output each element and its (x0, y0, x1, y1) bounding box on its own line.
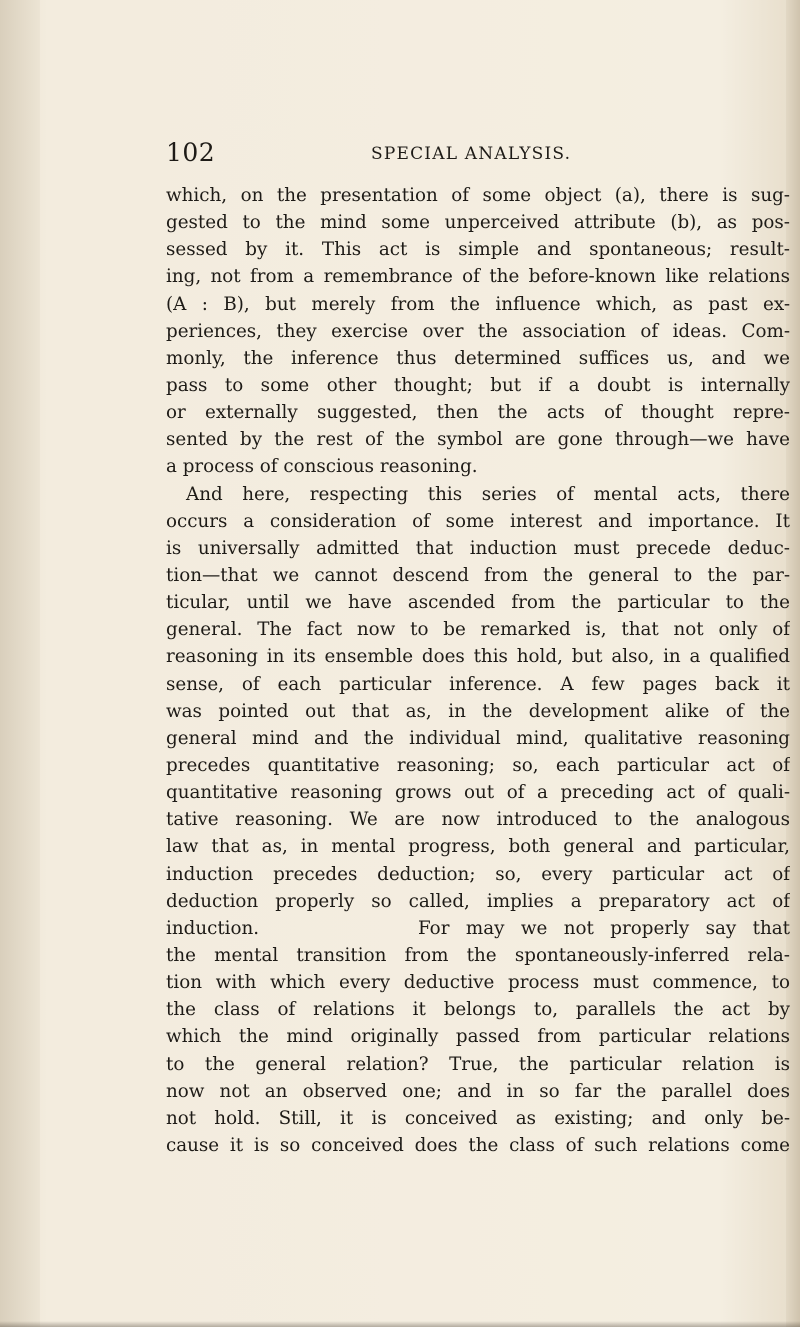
text-line: tative reasoning. We are now introduced to the analogous (166, 809, 790, 831)
text-line-start: induction. (166, 917, 260, 939)
text-line: tion—that we cannot descend from the general to the par- (166, 564, 790, 586)
text-line: law that as, in mental progress, both general and particular, (166, 836, 790, 858)
text-line: a process of conscious reasoning. (166, 456, 478, 478)
text-line: precedes quantitative reasoning; so, each particular act of (166, 754, 790, 776)
text-line: occurs a consideration of some interest and importance. It (166, 510, 790, 532)
text-line: now not an observed one; and in so far the parallel does (166, 1080, 790, 1102)
text-line: sessed by it. This act is simple and spontaneous; result- (166, 239, 790, 261)
text-line: the mental transition from the spontaneously-inferred rela- (166, 944, 790, 966)
text-line: And here, respecting this series of mental acts, there (186, 483, 790, 505)
text-line: is universally admitted that induction must precede deduc- (166, 537, 790, 559)
page-number: 102 (166, 138, 216, 167)
page-header (166, 138, 726, 168)
text-line-split (166, 915, 790, 942)
text-line: sense, of each particular inference. A few pages back it (166, 673, 790, 695)
text-line: reasoning in its ensemble does this hold, but also, in a qualified (166, 646, 790, 668)
text-line: gested to the mind some unperceived attribute (b), as pos- (166, 212, 790, 234)
running-head: SPECIAL ANALYSIS. (371, 144, 572, 164)
text-line: periences, they exercise over the association of ideas. Com- (166, 320, 790, 342)
text-line: quantitative reasoning grows out of a preceding act of quali- (166, 782, 790, 804)
text-line: ticular, until we have ascended from the particular to the (166, 592, 790, 614)
text-line-end: For may we not properly say that (418, 917, 790, 939)
text-line: was pointed out that as, in the development alike of the (166, 700, 790, 722)
text-line: tion with which every deductive process must commence, to (166, 972, 790, 994)
text-line: the class of relations it belongs to, parallels the act by (166, 999, 790, 1021)
page-bottom-edge (0, 1321, 800, 1327)
body-text (166, 182, 790, 1159)
text-line: pass to some other thought; but if a doubt is internally (166, 374, 790, 396)
text-line: cause it is so conceived does the class of such relations come (166, 1134, 790, 1156)
text-line: monly, the inference thus determined suffices us, and we (166, 347, 790, 369)
text-line: not hold. Still, it is conceived as existing; and only be- (166, 1107, 790, 1129)
text-line: sented by the rest of the symbol are gone through—we have (166, 429, 790, 451)
text-line: induction precedes deduction; so, every particular act of (166, 863, 790, 885)
text-line: general. The fact now to be remarked is, that not only of (166, 619, 790, 641)
text-line: or externally suggested, then the acts of thought repre- (166, 402, 790, 424)
text-line: which, on the presentation of some object (a), there is sug- (166, 185, 790, 206)
text-line: deduction properly so called, implies a preparatory act of (166, 890, 790, 912)
text-line: (A : B), but merely from the influence which, as past ex- (166, 293, 790, 315)
text-line: which the mind originally passed from particular relations (166, 1026, 790, 1048)
text-line: ing, not from a remembrance of the before-known like relations (166, 266, 790, 288)
text-line: general mind and the individual mind, qualitative reasoning (166, 727, 790, 749)
page-gutter-shadow (0, 0, 40, 1327)
text-line: to the general relation? True, the particular relation is (166, 1053, 790, 1075)
